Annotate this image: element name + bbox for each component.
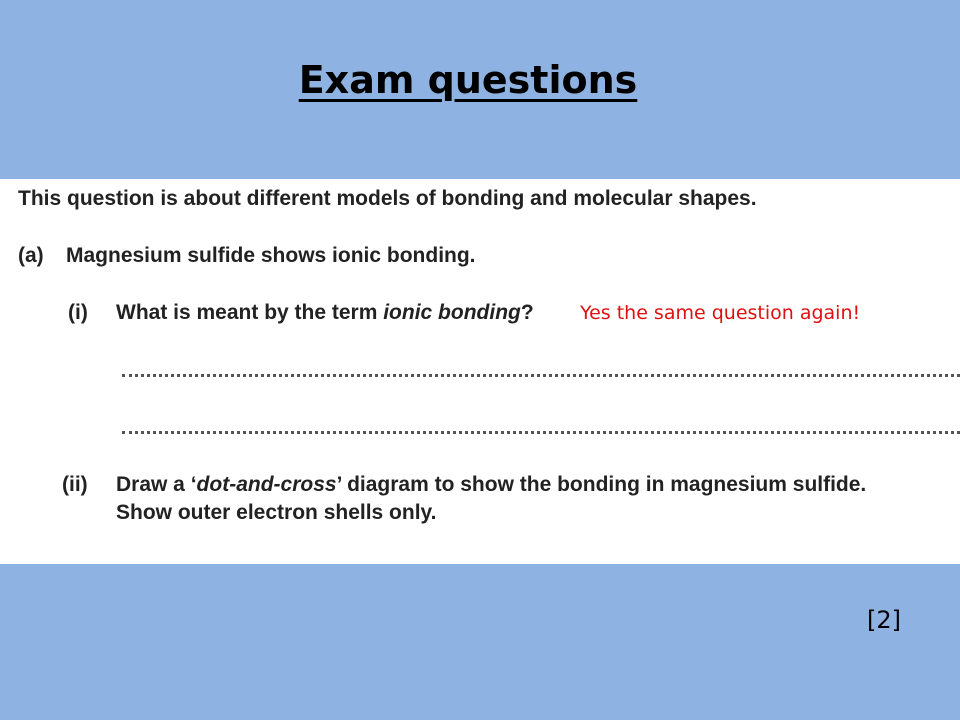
part-ii-italic-term: dot-and-cross	[196, 473, 337, 496]
part-ii-label: (ii)	[62, 473, 88, 496]
part-ii-text-before: Draw a ‘	[116, 473, 197, 496]
part-i-text-after: ?	[520, 301, 534, 324]
part-i-italic-term: ionic bonding	[383, 301, 521, 324]
teacher-annotation: Yes the same question again!	[580, 302, 861, 324]
part-ii-instruction: Show outer electron shells only.	[116, 501, 437, 524]
answer-line	[122, 431, 960, 434]
part-ii-text	[116, 473, 866, 497]
part-a-label: (a)	[18, 244, 44, 267]
slide-title: Exam questions	[298, 58, 638, 102]
part-i-text-before: What is meant by the term	[116, 301, 384, 324]
part-ii-text-after: ’ diagram to show the bonding in magnesium sulfide.	[336, 473, 867, 496]
question-intro: This question is about different models of bonding and molecular shapes.	[18, 187, 757, 210]
marks-label: [2]	[867, 606, 901, 634]
part-i-label: (i)	[68, 301, 88, 324]
exam-question-panel	[0, 179, 960, 564]
part-i-text	[116, 301, 534, 325]
part-a-text: Magnesium sulfide shows ionic bonding.	[66, 244, 476, 267]
answer-line	[122, 374, 960, 377]
